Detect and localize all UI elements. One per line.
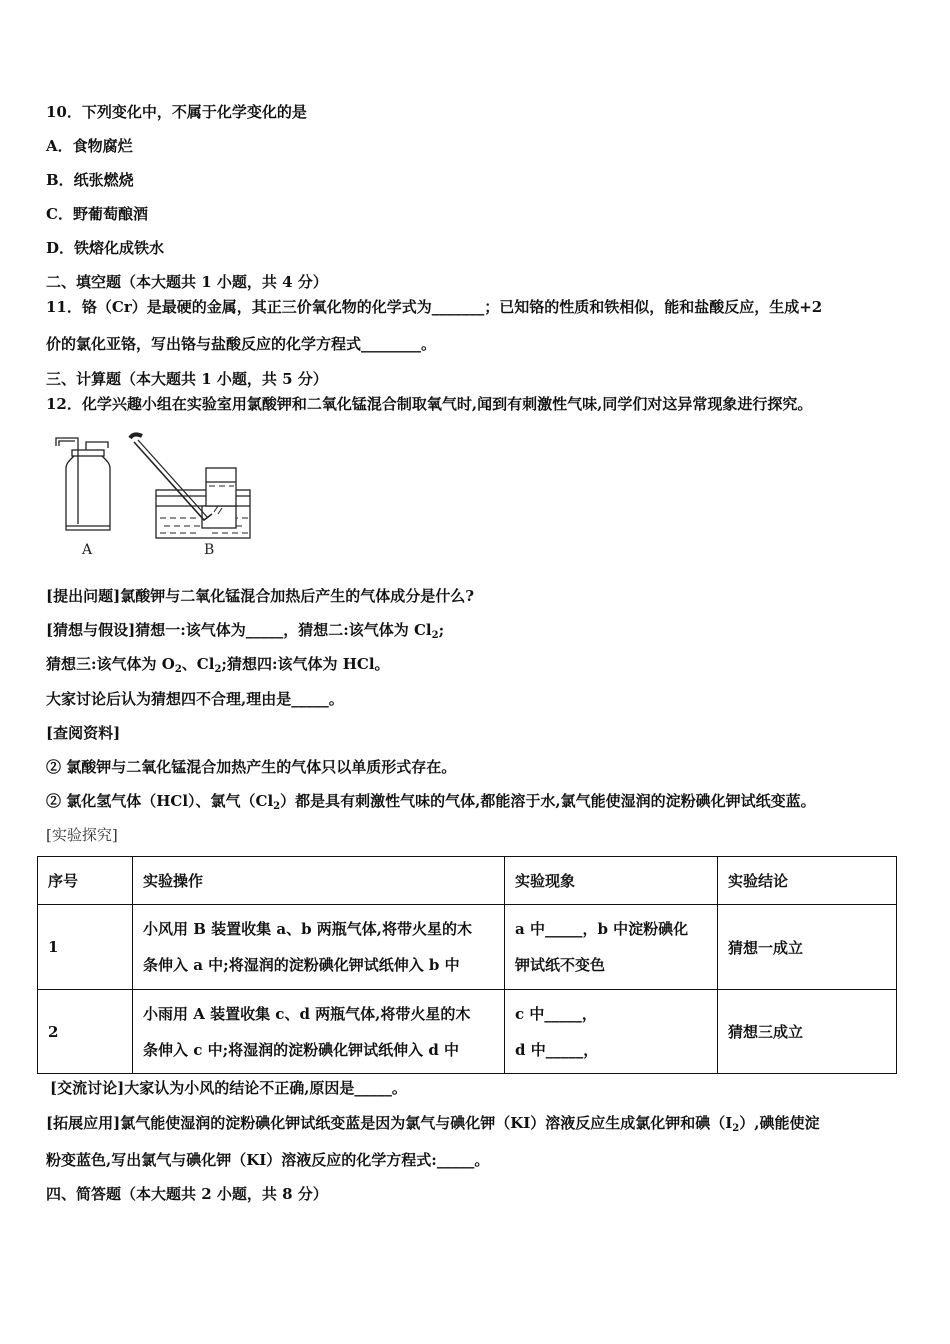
table-row bbox=[38, 990, 897, 1074]
section3-title: 三、计算题（本大题共 1 小题，共 5 分） bbox=[46, 370, 328, 388]
row-operation: 小雨用 A 装置收集 c、d 两瓶气体,将带火星的木 条伸入 c 中;将湿润的淀粉碘化钾试纸伸入 d 中 bbox=[133, 990, 505, 1074]
q10-option-c: C．野葡萄酿酒 bbox=[46, 205, 148, 223]
section4-title: 四、简答题（本大题共 2 小题，共 8 分） bbox=[46, 1185, 328, 1203]
q12-extension-line1: [拓展应用]氯气能使湿润的淀粉碘化钾试纸变蓝是因为氯气与碘化钾（KI）溶液反应生成氯化钾和碘$(I_2)$,碘能使淀 bbox=[46, 1114, 820, 1134]
q12-extension-line2: 粉变蓝色,写出氯气与碘化钾（KI）溶液反应的化学方程式:_____。 bbox=[46, 1151, 490, 1169]
q12-question: [提出问题]氯酸钾与二氧化锰混合加热后产生的气体成分是什么? bbox=[46, 587, 474, 605]
apparatus-b bbox=[130, 434, 250, 538]
q12-exchange: [交流讨论]大家认为小风的结论不正确,原因是_____。 bbox=[50, 1079, 407, 1097]
experiment-table bbox=[37, 856, 897, 1074]
q10-option-b: B．纸张燃烧 bbox=[46, 171, 134, 189]
table-header: 实验操作 bbox=[133, 857, 505, 905]
q10-stem: 10．下列变化中，不属于化学变化的是 bbox=[46, 103, 307, 121]
q10-option-d: D．铁熔化成铁水 bbox=[46, 239, 165, 257]
q12-explore-title: [实验探究] bbox=[46, 826, 118, 844]
table-row bbox=[38, 905, 897, 990]
q12-reference-2: ② 氯化氢气体（HCl）、氯气$(Cl_2)$都是具有刺激性气味的气体,都能溶于水,氯气能使湿润的淀粉碘化钾试纸变蓝。 bbox=[46, 792, 816, 812]
table-header-row bbox=[38, 857, 897, 905]
table-header: 序号 bbox=[38, 857, 133, 905]
q12-discussion: 大家讨论后认为猜想四不合理,理由是_____。 bbox=[46, 690, 344, 708]
q10-option-a: A．食物腐烂 bbox=[46, 137, 133, 155]
table-header: 实验结论 bbox=[718, 857, 897, 905]
q11-line2: 价的氯化亚铬，写出铬与盐酸反应的化学方程式________。 bbox=[46, 335, 437, 353]
row-phenomenon: a 中_____，b 中淀粉碘化 钾试纸不变色 bbox=[505, 905, 718, 990]
row-operation: 小风用 B 装置收集 a、b 两瓶气体,将带火星的木 条伸入 a 中;将湿润的淀粉碘化钾试纸伸入 b 中 bbox=[133, 905, 505, 990]
row-number: 1 bbox=[38, 905, 133, 990]
row-conclusion: 猜想一成立 bbox=[718, 905, 897, 990]
q12-hypothesis-line1: [猜想与假设]猜想一:该气体为_____，猜想二:该气体为 $Cl_2$; bbox=[46, 621, 445, 641]
apparatus-a bbox=[56, 438, 110, 530]
q12-hypothesis-line2: 猜想三:该气体为 $O_2$、$Cl_2$;猜想四:该气体为 HCl。 bbox=[46, 655, 390, 675]
row-phenomenon: c 中_____， d 中_____， bbox=[505, 990, 718, 1074]
row-number: 2 bbox=[38, 990, 133, 1074]
q11-line1: 11．铬（Cr）是最硬的金属，其正三价氧化物的化学式为_______；已知铬的性质和铁相似，能和盐酸反应，生成+2 bbox=[46, 298, 823, 316]
apparatus-b-label: B bbox=[204, 542, 215, 558]
table-header: 实验现象 bbox=[505, 857, 718, 905]
q12-references-title: [查阅资料] bbox=[46, 724, 121, 742]
row-conclusion: 猜想三成立 bbox=[718, 990, 897, 1074]
apparatus-a-label: A bbox=[82, 542, 93, 558]
q12-stem: 12．化学兴趣小组在实验室用氯酸钾和二氧化锰混合制取氧气时,闻到有刺激性气味,同学们对这异常现象进行探究。 bbox=[46, 395, 813, 413]
q12-reference-1: ② 氯酸钾与二氧化锰混合加热产生的气体只以单质形式存在。 bbox=[46, 758, 457, 776]
section2-title: 二、填空题（本大题共 1 小题，共 4 分） bbox=[46, 273, 328, 291]
apparatus-figure bbox=[46, 430, 266, 560]
